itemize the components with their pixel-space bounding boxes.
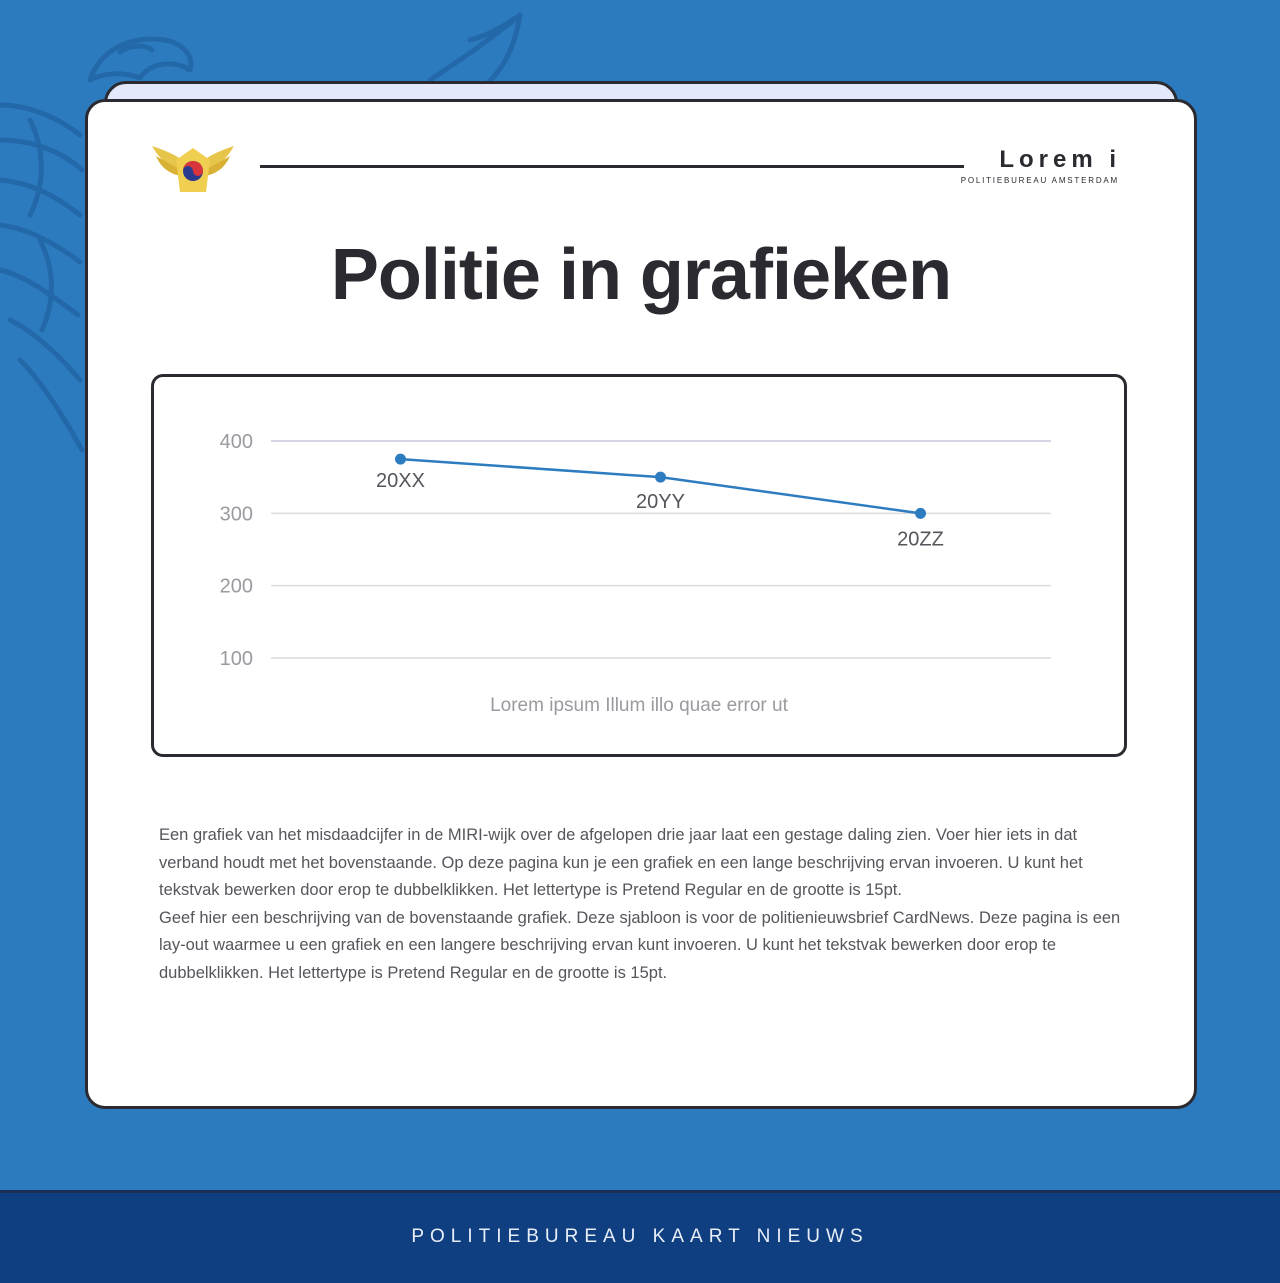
description-text bbox=[159, 822, 1129, 987]
y-tick-label-200: 200 bbox=[219, 575, 253, 598]
data-point-20YY bbox=[655, 472, 666, 483]
chart-caption: Lorem ipsum Illum illo quae error ut bbox=[490, 695, 788, 716]
description-paragraph-2: Geef hier een beschrijving van de bovenstaande grafiek. Deze sjabloon is voor de politienieuwsbrief CardNews. Deze pagina is een lay-out waarmee u een grafiek en een langere beschrijving ervan kunt invoeren. U kunt het tekstvak bewerken door erop te dubbelklikken. Het lettertype is Pretend Regular en de grootte is 15pt. bbox=[159, 908, 1121, 982]
data-point-20ZZ bbox=[915, 508, 926, 519]
police-badge-icon bbox=[152, 140, 234, 196]
description-paragraph-1: Een grafiek van het misdaadcijfer in de MIRI-wijk over de afgelopen drie jaar laat een gestage daling zien. Voer hier iets in dat verband houdt met het bovenstaande. Op deze pagina kun je een grafiek en een lange beschrijving ervan invoeren. U kunt het tekstvak bewerken door erop te dubbelklikken. Het lettertype is Pretend Regular en de grootte is 15pt. bbox=[159, 826, 1083, 899]
y-tick-label-300: 300 bbox=[219, 503, 253, 526]
brand-subtitle: POLITIEBUREAU AMSTERDAM bbox=[960, 176, 1119, 185]
brand-name: Lorem i bbox=[999, 146, 1121, 173]
chart-panel bbox=[151, 374, 1127, 757]
page-title: Politie in grafieken bbox=[330, 235, 952, 315]
category-label-20YY: 20YY bbox=[636, 491, 685, 514]
news-card bbox=[85, 99, 1197, 1109]
y-tick-label-100: 100 bbox=[219, 648, 253, 670]
footer-bar bbox=[0, 1190, 1280, 1283]
footer-text: POLITIEBUREAU KAART NIEUWS bbox=[411, 1226, 869, 1247]
y-tick-label-400: 400 bbox=[219, 431, 253, 453]
data-point-20XX bbox=[395, 454, 406, 465]
header-rule bbox=[260, 165, 964, 168]
category-label-20ZZ: 20ZZ bbox=[897, 528, 944, 551]
category-label-20XX: 20XX bbox=[376, 470, 425, 493]
